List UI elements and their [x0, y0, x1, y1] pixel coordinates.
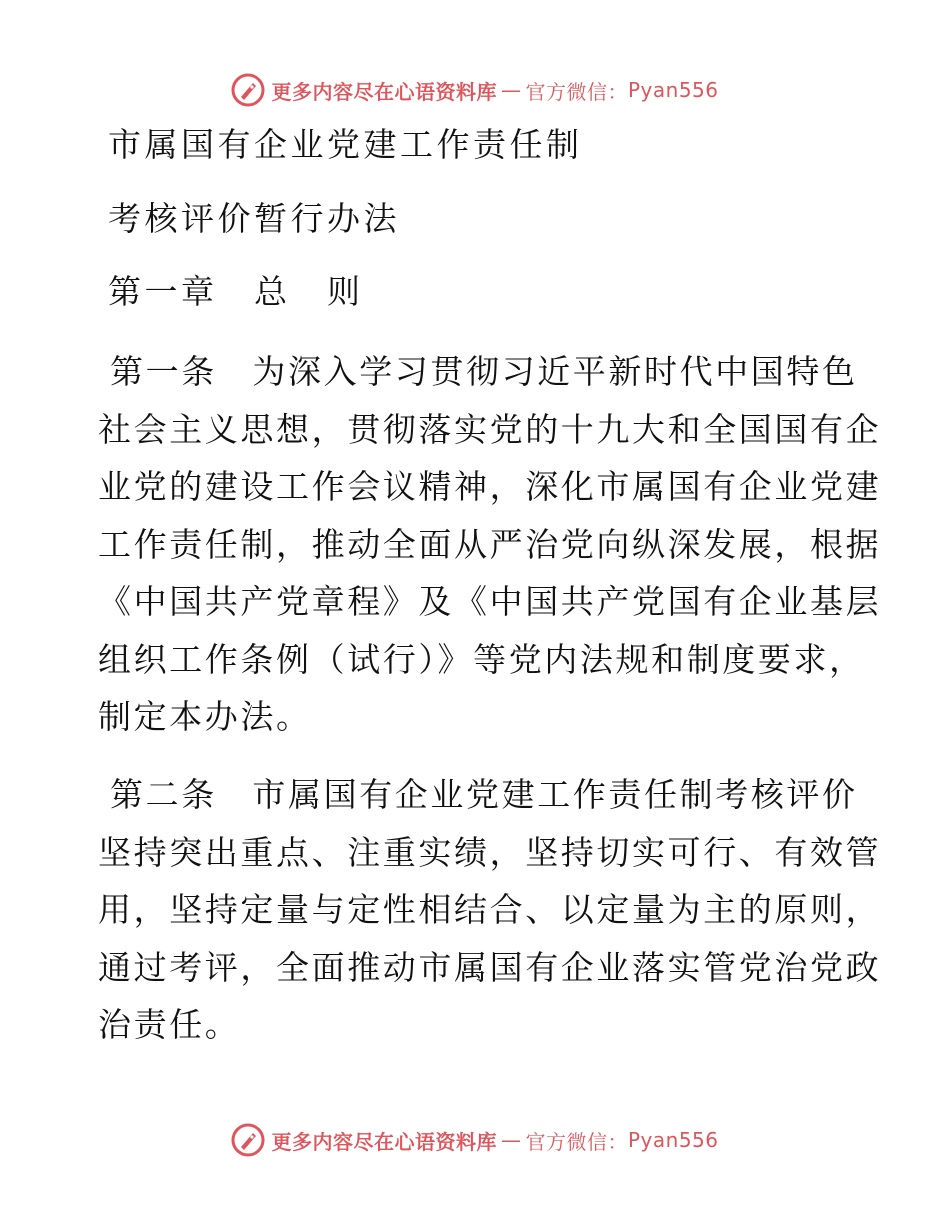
pen-nib-logo-icon — [231, 1123, 265, 1157]
watermark-separator: — — [500, 1128, 522, 1152]
article-1-line: 工作责任制，推动全面从严治党向纵深发展，根据 — [98, 524, 882, 564]
watermark-wechat-id: Pyan556 — [627, 1128, 719, 1152]
pen-nib-logo-icon — [231, 73, 265, 107]
chapter-heading: 第一章 总 则 — [108, 272, 364, 311]
watermark-footer — [0, 1120, 950, 1160]
watermark-brand-text: 更多内容尽在心语资料库 — [271, 79, 497, 104]
article-1-line: 《中国共产党章程》及《中国共产党国有企业基层 — [98, 582, 882, 621]
watermark-wechat-label: 官方微信： — [525, 79, 628, 104]
article-2-line: 坚持突出重点、注重实绩，坚持切实可行、有效管 — [98, 832, 882, 872]
article-2-line: 第二条 市属国有企业党建工作责任制考核评价 — [110, 775, 858, 814]
article-1-paragraph — [98, 343, 882, 746]
article-2-line: 用，坚持定量与定性相结合、以定量为主的原则， — [98, 890, 882, 929]
article-1-line: 制定本办法。 — [98, 697, 312, 736]
watermark-separator: — — [500, 78, 522, 102]
article-1-line: 业党的建设工作会议精神，深化市属国有企业党建 — [98, 467, 882, 506]
document-title-line-2: 考核评价暂行办法 — [108, 199, 400, 238]
document-title-line-1: 市属国有企业党建工作责任制 — [108, 125, 583, 164]
article-2-paragraph — [98, 766, 882, 1054]
watermark-header — [0, 70, 950, 110]
article-1-line: 第一条 为深入学习贯彻习近平新时代中国特色 — [110, 352, 858, 391]
watermark-wechat-label: 官方微信： — [525, 1129, 628, 1154]
article-1-line: 社会主义思想，贯彻落实党的十九大和全国国有企 — [98, 409, 882, 449]
watermark-brand-text: 更多内容尽在心语资料库 — [271, 1129, 497, 1154]
article-2-line: 通过考评，全面推动市属国有企业落实管党治党政 — [98, 947, 882, 987]
article-2-line: 治责任。 — [98, 1005, 241, 1044]
watermark-wechat-id: Pyan556 — [627, 78, 719, 102]
article-1-line: 组织工作条例（试行）》等党内法规和制度要求， — [98, 639, 865, 679]
